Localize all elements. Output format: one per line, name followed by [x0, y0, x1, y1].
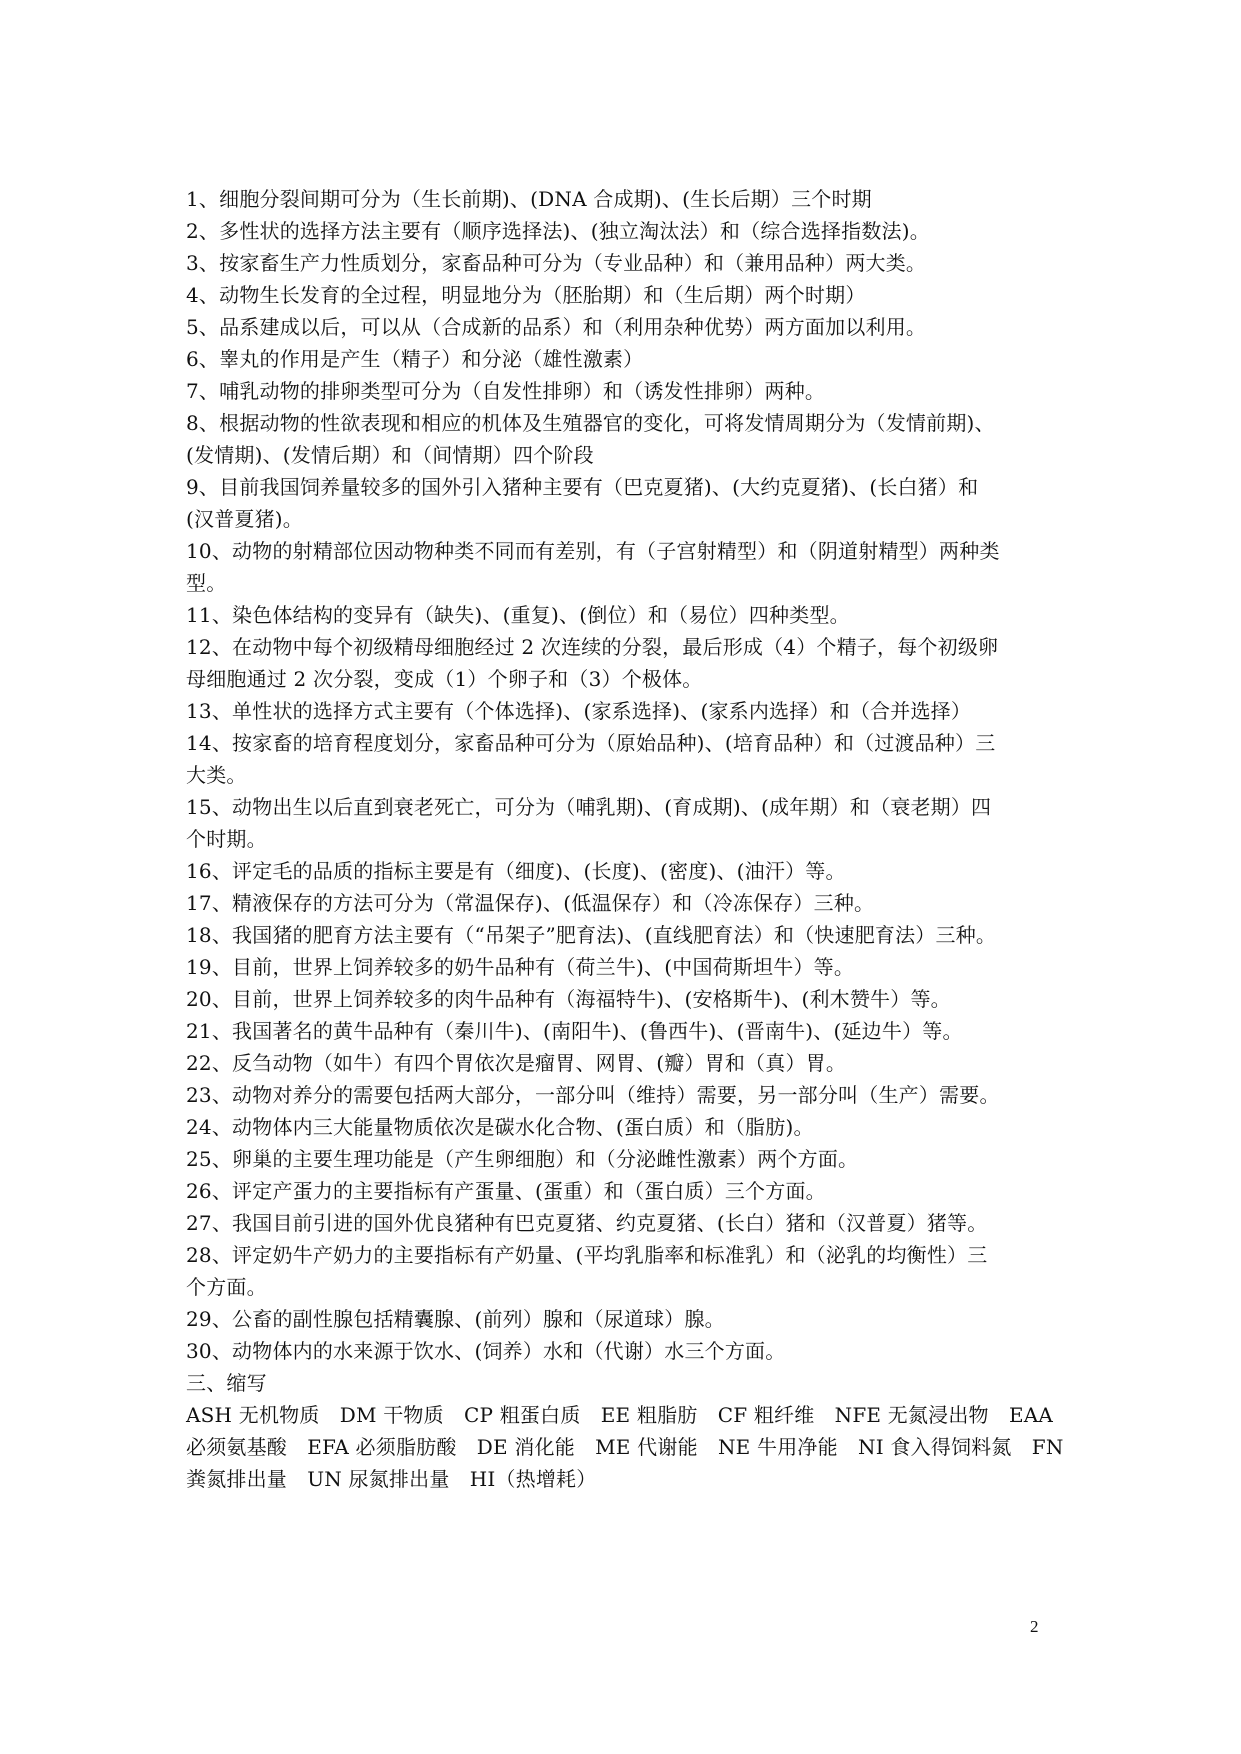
- text-line: 11、染色体结构的变异有（缺失)、(重复)、(倒位）和（易位）四种类型。: [186, 603, 850, 627]
- text-line: 10、动物的射精部位因动物种类不同而有差别，有（子宫射精型）和（阴道射精型）两种类: [186, 539, 1000, 563]
- text-line: 3、按家畜生产力性质划分，家畜品种可分为（专业品种）和（兼用品种）两大类。: [186, 251, 927, 275]
- text-line: 28、评定奶牛产奶力的主要指标有产奶量、(平均乳脂率和标准乳）和（泌乳的均衡性）三: [186, 1243, 988, 1267]
- abbreviation-line: 必须氨基酸 EFA 必须脂肪酸 DE 消化能 ME 代谢能 NE 牛用净能 NI 食入得饲料氮 FN: [186, 1435, 1064, 1459]
- text-line: 型。: [186, 571, 227, 595]
- text-line: 7、哺乳动物的排卵类型可分为（自发性排卵）和（诱发性排卵）两种。: [186, 379, 826, 403]
- text-line: 27、我国目前引进的国外优良猪种有巴克夏猪、约克夏猪、(长白）猪和（汉普夏）猪等。: [186, 1211, 988, 1235]
- text-line: 21、我国著名的黄牛品种有（秦川牛)、(南阳牛)、(鲁西牛)、(晋南牛)、(延边牛）等。: [186, 1019, 963, 1043]
- text-line: 26、评定产蛋力的主要指标有产蛋量、(蛋重）和（蛋白质）三个方面。: [186, 1179, 826, 1203]
- text-line: 8、根据动物的性欲表现和相应的机体及生殖器官的变化，可将发情周期分为（发情前期)、: [186, 411, 995, 435]
- text-line: 24、动物体内三大能量物质依次是碳水化合物、(蛋白质）和（脂肪)。: [186, 1115, 814, 1139]
- text-line: 4、动物生长发育的全过程，明显地分为（胚胎期）和（生后期）两个时期）: [186, 283, 866, 307]
- text-line: 29、公畜的副性腺包括精囊腺、(前列）腺和（尿道球）腺。: [186, 1307, 725, 1331]
- text-line: 大类。: [186, 763, 247, 787]
- text-line: 16、评定毛的品质的指标主要是有（细度)、(长度)、(密度)、(油汗）等。: [186, 859, 846, 883]
- text-line: 15、动物出生以后直到衰老死亡，可分为（哺乳期)、(育成期)、(成年期）和（衰老期）四: [186, 795, 992, 819]
- text-line: 个时期。: [186, 827, 267, 851]
- text-line: 17、精液保存的方法可分为（常温保存)、(低温保存）和（冷冻保存）三种。: [186, 891, 875, 915]
- text-line: 13、单性状的选择方式主要有（个体选择)、(家系选择)、(家系内选择）和（合并选择）: [186, 699, 972, 723]
- text-line: 14、按家畜的培育程度划分，家畜品种可分为（原始品种)、(培育品种）和（过渡品种）三: [186, 731, 996, 755]
- section-heading: 三、缩写: [186, 1371, 267, 1395]
- abbreviation-line: ASH 无机物质 DM 干物质 CP 粗蛋白质 EE 粗脂肪 CF 粗纤维 NFE 无氮浸出物 EAA: [186, 1403, 1054, 1427]
- page-number: 2: [1030, 1617, 1039, 1636]
- text-line: 25、卵巢的主要生理功能是（产生卵细胞）和（分泌雌性激素）两个方面。: [186, 1147, 859, 1171]
- text-line: (汉普夏猪)。: [186, 507, 304, 531]
- text-line: 个方面。: [186, 1275, 267, 1299]
- text-line: 1、细胞分裂间期可分为（生长前期)、(DNA 合成期)、(生长后期）三个时期: [186, 187, 872, 211]
- text-line: (发情期)、(发情后期）和（间情期）四个阶段: [186, 443, 594, 467]
- text-line: 20、目前，世界上饲养较多的肉牛品种有（海福特牛)、(安格斯牛)、(利木赞牛）等。: [186, 987, 951, 1011]
- text-line: 母细胞通过 2 次分裂，变成（1）个卵子和（3）个极体。: [186, 667, 703, 691]
- document-body: [186, 183, 1121, 1495]
- text-line: 12、在动物中每个初级精母细胞经过 2 次连续的分裂，最后形成（4）个精子，每个初级卵: [186, 635, 999, 659]
- text-line: 6、睾丸的作用是产生（精子）和分泌（雄性激素）: [186, 347, 644, 371]
- text-line: 18、我国猪的肥育方法主要有（“吊架子”肥育法)、(直线肥育法）和（快速肥育法）三种。: [186, 923, 997, 947]
- text-line: 22、反刍动物（如牛）有四个胃依次是瘤胃、网胃、(瓣）胃和（真）胃。: [186, 1051, 847, 1075]
- text-line: 2、多性状的选择方法主要有（顺序选择法)、(独立淘汰法）和（综合选择指数法)。: [186, 219, 930, 243]
- text-line: 5、品系建成以后，可以从（合成新的品系）和（利用杂种优势）两方面加以利用。: [186, 315, 927, 339]
- text-line: 9、目前我国饲养量较多的国外引入猪种主要有（巴克夏猪)、(大约克夏猪)、(长白猪）和: [186, 475, 979, 499]
- text-line: 23、动物对养分的需要包括两大部分，一部分叫（维持）需要，另一部分叫（生产）需要。: [186, 1083, 1000, 1107]
- text-line: 19、目前，世界上饲养较多的奶牛品种有（荷兰牛)、(中国荷斯坦牛）等。: [186, 955, 855, 979]
- abbreviation-line: 粪氮排出量 UN 尿氮排出量 HI（热增耗）: [186, 1467, 597, 1491]
- text-line: 30、动物体内的水来源于饮水、(饲养）水和（代谢）水三个方面。: [186, 1339, 786, 1363]
